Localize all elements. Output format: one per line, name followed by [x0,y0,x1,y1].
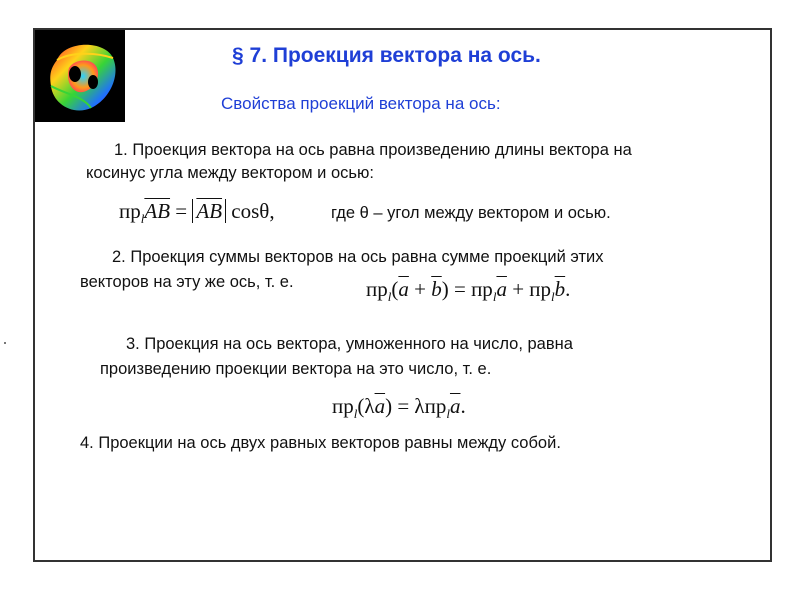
formula-projection-scalar: $пр_l(\lambda\overline{a}) = \lambda пр_l\overline{a}$. [332,394,466,421]
formula-magnitude [192,199,226,223]
stray-dot [4,342,6,344]
formula-projection-sum: $пр_l(\overline{a} + \overline{b}) = пр_l\overline{a} + пр_l\overline{b}$. [366,277,571,304]
formula-projection-length [119,198,275,232]
property-2-line-1: 2. Проекция суммы векторов на ось равна сумме проекций этих [112,248,604,266]
slide-subtitle: Свойства проекций вектора на ось: [221,94,501,113]
property-1-line-2: косинус угла между вектором и осью: [86,164,374,182]
formula-op: пр [119,199,141,223]
formula-equals: = [170,199,193,223]
slide-frame [33,28,772,562]
formula-vector-magnitude: $\overline{AB}$ [196,199,223,223]
formula-vector: $\overline{AB}$ [144,199,171,223]
property-1-line-1: 1. Проекция вектора на ось равна произведению длины вектора на [114,141,632,159]
property-3-line-1: 3. Проекция на ось вектора, умноженного на число, равна [126,335,573,353]
formula-sub: l [140,211,145,226]
slide-title: § 7. Проекция вектора на ось. [232,44,541,67]
property-1-note: где θ – угол между вектором и осью. [331,204,611,222]
property-3-line-2: произведению проекции вектора на это число, т. е. [100,360,492,378]
torus-surface-icon [35,30,125,122]
formula-cos: cosθ, [226,199,275,223]
property-2-line-2: векторов на эту же ось, т. е. [80,273,294,291]
property-4-line-1: 4. Проекции на ось двух равных векторов равны между собой. [80,434,561,452]
